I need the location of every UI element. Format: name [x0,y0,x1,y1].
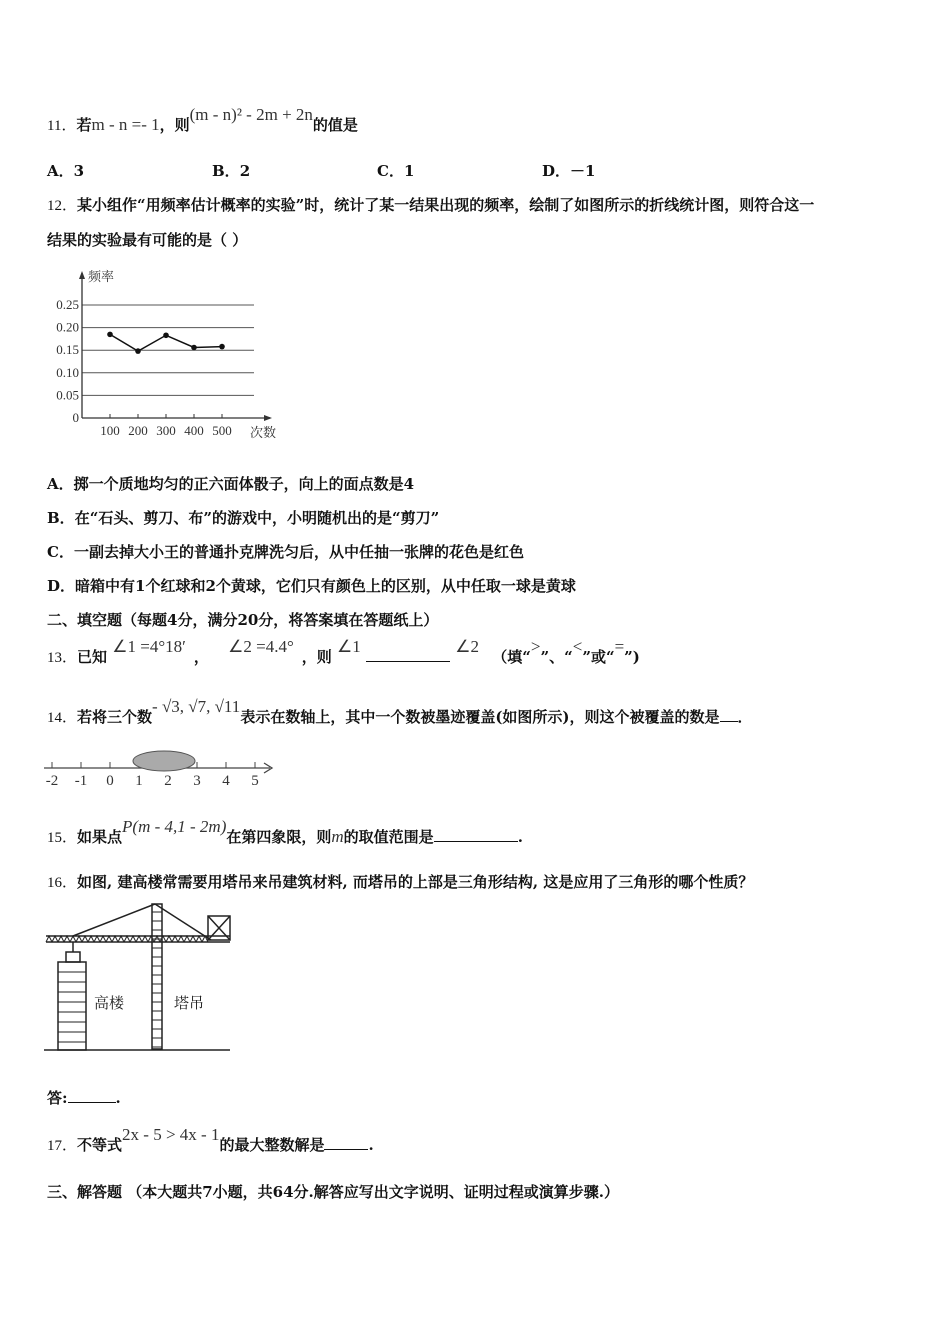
angle2-value: ∠2 =4.4° [228,637,294,656]
answer-blank[interactable] [324,1135,368,1150]
y-axis-label: 频率 [88,269,115,284]
x-axis-label: 次数 [250,425,277,440]
q16-answer: 答: . [47,1089,121,1107]
answer-blank[interactable] [434,827,518,842]
number-line [40,745,280,790]
data-point [107,332,113,338]
y-tick-label: 0.15 [56,342,79,358]
q12-option-a: A．掷一个质地均匀的正六面体骰子，向上的面点数是4 [47,475,415,493]
y-tick-label: 0.25 [56,297,79,312]
question-16: 16．如图, 建高楼常需要用塔吊来吊建筑材料, 而塔吊的上部是三角形结构, 这是应用了三角形的哪个性质？ [47,873,754,891]
axis-label: 0 [106,773,114,789]
option-b: B．2 [212,162,251,180]
math-expression: (m - n)² - 2m + 2n [189,105,313,124]
angle1-value: ∠1 =4°18′ [112,637,186,656]
text: ，则 [159,116,190,134]
data-point [163,332,169,338]
question-14: 14．若将三个数- √3, √7, √11表示在数轴上，其中一个数被墨迹覆盖(如图所示)，则这个被覆盖的数是 ． [47,697,753,726]
section-3-heading: 三、解答题 （本大题共7小题，共64分.解答应写出文字说明、证明过程或演算步骤.） [47,1183,619,1201]
axis-label: 3 [193,773,201,789]
y-axis-arrow [79,271,85,279]
y-tick-label: 0.20 [56,319,79,335]
q12-option-b: B．在“石头、剪刀、布”的游戏中，小明随机出的是“剪刀” [47,509,440,527]
axis-label: -2 [45,773,59,789]
ink-blot [133,751,195,771]
axis-label: 4 [222,773,230,789]
axis-label: 2 [164,773,172,789]
x-tick-label: 300 [156,423,176,438]
question-number: 12． [47,198,78,214]
question-13: 13．已知 ∠1 =4°18′， ∠2 =4.4°，则 ∠1 ∠2 （填“>”、“<”或“=”) [47,637,640,666]
question-12-line1 [47,195,814,216]
math-condition: m - n =- 1 [91,115,160,134]
option-d: D．－1 [542,162,596,180]
axis-label: -1 [74,773,88,789]
math-numbers: - √3, √7, √11 [152,697,241,716]
q12-option-c: C．一副去掉大小王的普通扑克牌洗匀后，从中任抽一张牌的花色是红色 [47,543,524,561]
x-tick-label: 200 [128,423,148,438]
question-17: 17．不等式2x - 5 > 4x - 1的最大整数解是 . [47,1125,374,1154]
x-axis-arrow [264,415,272,421]
option-c: C．1 [377,162,415,180]
option-a: A．3 [47,162,85,180]
question-15: 15．如果点P(m - 4,1 - 2m)在第四象限，则m的取值范围是 . [47,817,523,846]
text: 若 [76,116,92,134]
tower-crane-figure [44,900,234,1055]
point-expression: P(m - 4,1 - 2m) [122,817,227,836]
question-11 [47,105,358,136]
q12-option-d: D．暗箱中有1个红球和2个黄球，它们只有颜色上的区别，从中任取一球是黄球 [47,577,576,595]
section-2-heading: 二、填空题（每题4分，满分20分，将答案填在答题纸上） [47,611,439,629]
building-label: 高楼 [94,996,125,1012]
question-12-line2: 结果的实验最有可能的是（ ） [47,231,248,249]
question-number: 11． [47,118,77,134]
answer-blank[interactable] [366,647,450,662]
axis-label: 5 [251,773,259,789]
y-tick-label: 0.10 [56,364,79,380]
x-tick-label: 400 [184,423,204,438]
x-tick-label: 100 [100,423,120,438]
inequality: 2x - 5 > 4x - 1 [122,1125,220,1144]
x-tick-label: 500 [212,423,232,438]
data-point [135,348,141,354]
axis-label: 1 [135,773,143,789]
data-point [191,345,197,351]
y-tick-label: 0.05 [56,387,79,403]
data-point [219,344,225,350]
answer-blank[interactable] [68,1088,116,1103]
y-tick-label: 0 [72,410,79,425]
text: 的值是 [312,116,358,134]
frequency-line-chart [40,265,290,445]
text: 某小组作“用频率估计概率的实验”时，统计了某一结果出现的频率，绘制了如图所示的折线统计图，则符合这一 [77,196,815,214]
crane-label: 塔吊 [174,996,205,1012]
answer-blank[interactable] [720,707,738,722]
